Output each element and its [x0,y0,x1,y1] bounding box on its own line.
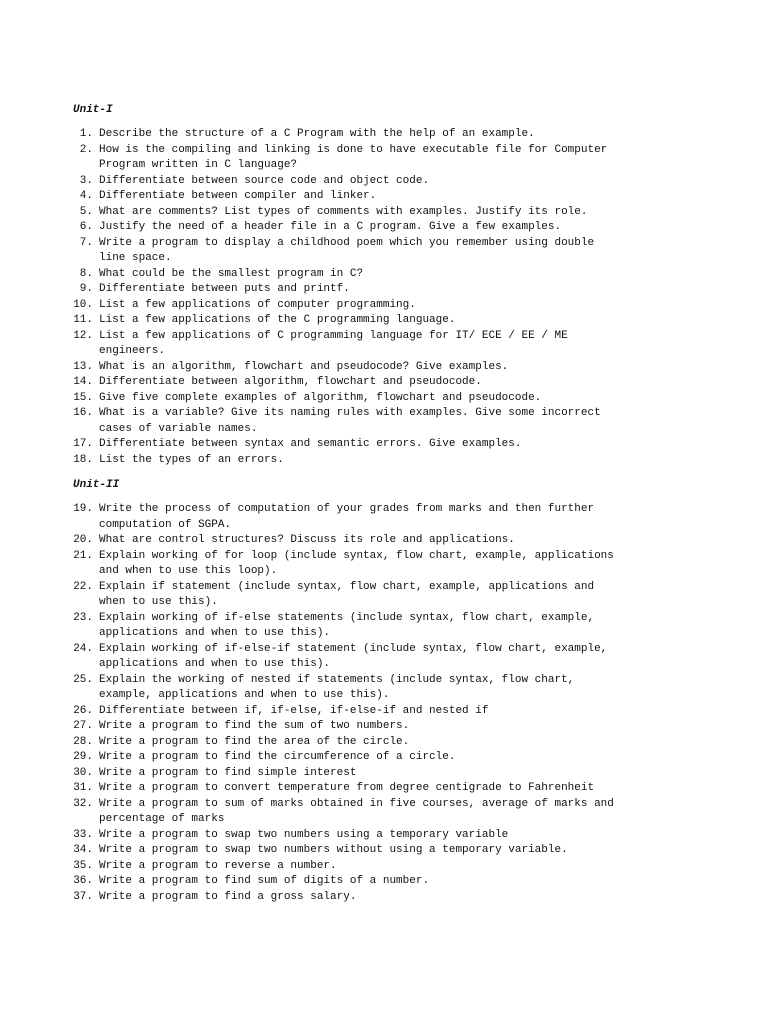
question-number: 19. [73,503,93,515]
question-text: Write a program to sum of marks obtained in five courses, average of marks and percentage of marks [99,797,614,825]
question-number: 23. [73,611,93,624]
question-text: Write a program to reverse a number. [99,859,337,872]
question-number: 34. [73,844,93,856]
question-item [60,766,620,782]
question-item [60,453,620,469]
question-text: Write a program to convert temperature from degree centigrade to Fahrenheit [99,782,595,794]
question-text: Differentiate between compiler and linker. [99,190,377,202]
question-item [60,890,620,906]
question-number: 30. [73,766,93,779]
question-text: Differentiate between syntax and semantic errors. Give examples. [99,438,522,450]
unit-2-heading: Unit-II [73,479,120,491]
question-item [60,267,620,283]
question-item [60,797,620,828]
question-text: Differentiate between algorithm, flowchart and pseudocode. [99,376,482,388]
question-number: 22. [73,580,93,593]
question-text: How is the compiling and linking is done to have executable file for Computer Program written in C language? [99,143,608,171]
question-number: 31. [73,782,93,794]
question-number: 2. [79,143,93,156]
question-number: 21. [73,549,93,562]
question-item [60,874,620,890]
question-item [60,174,620,190]
question-item [60,673,620,704]
question-text: Explain the working of nested if statements (include syntax, flow chart, example, applications and when to use this). [99,673,575,701]
question-number: 35. [73,859,93,872]
question-item [60,189,620,205]
question-item [60,781,620,797]
question-text: Describe the structure of a C Program with the help of an example. [99,128,535,140]
question-item [60,313,620,329]
question-item [60,127,620,143]
question-number: 28. [73,735,93,748]
question-number: 24. [73,642,93,655]
question-number: 4. [79,190,93,202]
question-number: 33. [73,828,93,841]
question-item [60,611,620,642]
question-text: Differentiate between puts and printf. [99,283,350,295]
question-text: What is an algorithm, flowchart and pseudocode? Give examples. [99,360,509,373]
question-item [60,859,620,875]
question-item [60,642,620,673]
question-text: Give five complete examples of algorithm, flowchart and pseudocode. [99,391,542,404]
question-text: List a few applications of computer programming. [99,298,416,311]
question-item [60,143,620,174]
question-item [60,502,620,533]
question-text: Write a program to swap two numbers without using a temporary variable. [99,844,568,856]
question-number: 7. [79,236,93,249]
question-text: Write a program to find the area of the circle. [99,735,410,748]
question-number: 10. [73,298,93,311]
question-text: Differentiate between if, if-else, if-else-if and nested if [99,704,489,717]
question-item [60,843,620,859]
question-text: Explain working of for loop (include syntax, flow chart, example, applications and when to use this loop). [99,549,614,577]
question-item [60,282,620,298]
question-text: What are control structures? Discuss its role and applications. [99,534,515,546]
question-item [60,391,620,407]
question-item [60,329,620,360]
question-number: 20. [73,534,93,546]
question-item [60,205,620,221]
question-item [60,533,620,549]
question-text: Write a program to find a gross salary. [99,890,357,903]
question-text: What could be the smallest program in C? [99,267,364,280]
question-item [60,360,620,376]
question-number: 37. [73,890,93,903]
unit-2-question-list [60,502,620,905]
question-item [60,220,620,236]
unit-1-question-list [60,127,620,468]
question-number: 14. [73,376,93,388]
question-number: 17. [73,438,93,450]
question-text: What is a variable? Give its naming rules with examples. Give some incorrect cases of variable names. [99,407,601,435]
question-number: 27. [73,720,93,732]
question-text: Explain working of if-else statements (include syntax, flow chart, example, applications and when to use this). [99,611,595,639]
question-number: 1. [79,128,93,140]
question-item [60,549,620,580]
question-number: 36. [73,875,93,887]
question-number: 3. [79,174,93,187]
question-item [60,719,620,735]
question-text: Write a program to swap two numbers using a temporary variable [99,828,509,841]
question-text: List the types of an errors. [99,453,284,466]
question-text: List a few applications of C programming language for IT/ ECE / EE / ME engineers. [99,329,568,357]
question-number: 32. [73,797,93,810]
question-item [60,406,620,437]
question-number: 8. [79,267,93,280]
question-text: Write a program to find sum of digits of a number. [99,875,430,887]
question-number: 15. [73,391,93,404]
question-text: Write a program to find the circumference of a circle. [99,751,456,763]
question-text: Explain working of if-else-if statement (include syntax, flow chart, example, applications and when to use this). [99,642,608,670]
question-number: 25. [73,673,93,686]
question-item [60,375,620,391]
question-item [60,580,620,611]
question-text: Write a program to find the sum of two numbers. [99,720,410,732]
question-number: 12. [73,329,93,342]
question-item [60,704,620,720]
question-text: Justify the need of a header file in a C program. Give a few examples. [99,221,562,233]
question-item [60,236,620,267]
question-number: 26. [73,704,93,717]
question-text: List a few applications of the C programming language. [99,314,456,326]
question-number: 13. [73,360,93,373]
question-item [60,828,620,844]
question-number: 18. [73,453,93,466]
question-number: 9. [79,283,93,295]
question-number: 11. [73,314,93,326]
question-item [60,750,620,766]
question-text: Write a program to find simple interest [99,766,357,779]
question-item [60,735,620,751]
question-text: Differentiate between source code and object code. [99,174,430,187]
question-number: 5. [79,205,93,218]
question-text: Explain if statement (include syntax, flow chart, example, applications and when to use this). [99,580,595,608]
question-item [60,298,620,314]
question-item [60,437,620,453]
question-number: 16. [73,407,93,419]
question-number: 29. [73,751,93,763]
question-text: Write a program to display a childhood poem which you remember using double line space. [99,236,595,264]
question-text: Write the process of computation of your grades from marks and then further computation of SGPA. [99,503,595,531]
unit-1-heading: Unit-I [73,104,113,116]
question-text: What are comments? List types of comments with examples. Justify its role. [99,205,588,218]
question-number: 6. [79,221,93,233]
